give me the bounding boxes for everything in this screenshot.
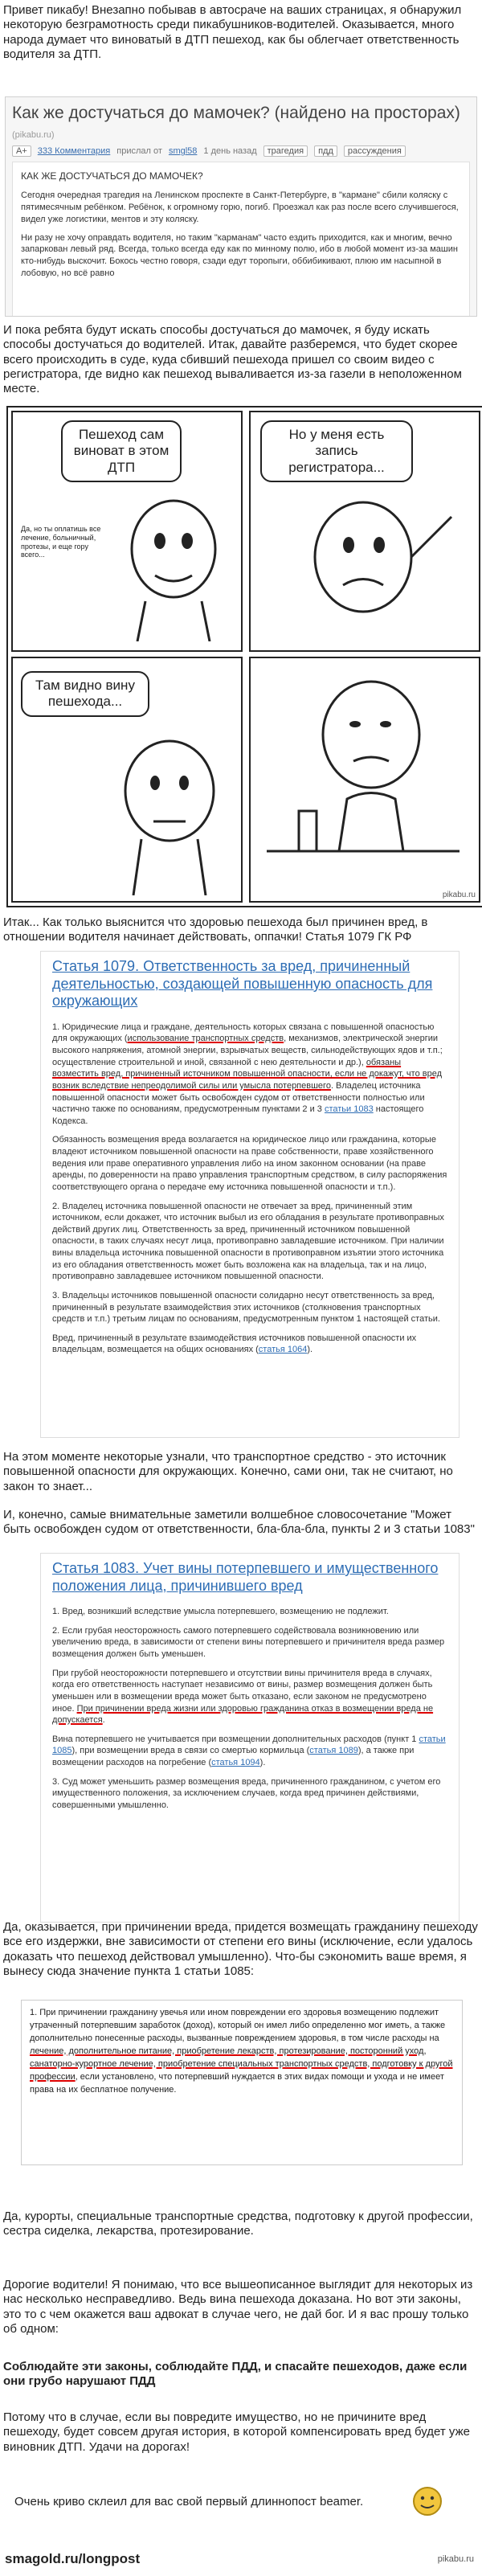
law-article-1079	[40, 951, 460, 1438]
para-9-text: Соблюдайте эти законы, соблюдайте ПДД, и спасайте пешеходов, даже если они грубо нарушают ПДД	[3, 2360, 468, 2389]
link-article-1083[interactable]: статьи 1083	[324, 1104, 374, 1115]
quote-text-a: 1. При причинении гражданину увечья или ином повреждении его здоровья возмещению подлежит утраченный потерпевшим заработок (доход), который он имел либо определенно мог иметь, а также дополнительно понесенные расходы, вызванные повреждением здоровья, в том числе расходы на	[30, 2008, 446, 2043]
article-meta	[6, 144, 476, 162]
law-1083-point-1: 1. Вред, возникший вследствие умысла потерпевшего, возмещению не подлежит.	[52, 1607, 389, 1617]
para-11	[11, 2492, 403, 2525]
article-title-text[interactable]: Как же достучаться до мамочек? (найдено на просторах)	[12, 104, 460, 122]
law-1079-paragraph-2: Обязанность возмещения вреда возлагается на юридическое лицо или гражданина, которые владеют источником повышенной опасности на праве собственности, праве хозяйственного ведения или праве оперативного управления либо на ином законном основании (на праве аренды, по доверенности на право управления транспортным средством, в силу распоряжения соответствующего органа о передаче ему источника повышенной опасности и т.п.).	[52, 1135, 447, 1192]
law-article-1083	[40, 1553, 460, 1923]
footer-site: pikabu.ru	[437, 2554, 474, 2564]
link-article-1064[interactable]: статья 1064	[258, 1345, 308, 1355]
law-1079-title[interactable]: Статья 1079. Ответственность за вред, причиненный деятельностью, создающей повышенную опасность для окружающих	[52, 958, 433, 1010]
underline-no-refusal: При причинении вреда жизни или здоровью гражданина отказ в возмещении вреда не допускается	[52, 1703, 434, 1726]
para-2-text: И пока ребята будут искать способы достучаться до мамочек, я буду искать способы достучаться до водителей. Итак, давайте разберемся, что будет скорее всего происходить в суде, куда сбивший пешехода пришел со своим видео с регистратора, где видно как пешеход вываливается из-за газели в неположенном месте.	[3, 323, 462, 396]
law-1079-paragraph-5: Вред, причиненный в результате взаимодействия источников повышенной опасности их владельцам, возмещается на общих основаниях (статья 1064).	[52, 1333, 417, 1355]
comic-bubble-2: Но у меня есть запись регистратора...	[260, 420, 413, 482]
comic-face-1	[113, 497, 234, 641]
underline-expenses: лечение, дополнительное питание, приобретение лекарств, протезирование, посторонний уход, санаторно-курортное лечение, приобретение специальных транспортных средств, подготовку к другой профессии	[30, 2046, 453, 2082]
para-6	[0, 1917, 482, 2003]
comic-face-2	[299, 493, 460, 645]
embedded-article-screenshot	[5, 96, 477, 317]
para-4	[0, 1447, 482, 1505]
link-article-1085[interactable]: статьи 1085	[52, 1734, 446, 1756]
law-1083-paragraph-3: При грубой неосторожности потерпевшего и отсутствии вины причинителя вреда в случаях, когда его ответственность наступает независимо от вины, размер возмещения должен быть уменьшен или в возмещении вреда может быть отказано, если законом не предусмотрено иное. При причинении вреда жизни или здоровью гражданина отказ в возмещении вреда не допускается.	[52, 1668, 434, 1726]
comic-bubble-3: Там видно вину пешехода...	[21, 671, 149, 717]
article-heading: КАК ЖЕ ДОСТУЧАТЬСЯ ДО МАМОЧЕК?	[21, 170, 203, 182]
para-7-text: Да, курорты, специальные транспортные средства, подготовку к другой профессии, сестра сиделка, лекарства, протезирование.	[3, 2209, 473, 2238]
underline-obligation: обязаны возместить вред, причиненный источником повышенной опасности, если не докажут, что вред возник вследствие непреодолимой силы или умысла потерпевшего	[52, 1057, 443, 1091]
tag-3[interactable]: рассуждения	[344, 145, 406, 157]
comments-link[interactable]: 333 Комментария	[37, 146, 111, 156]
para-10-text: Потому что в случае, если вы повредите имущество, но не причините вред пешеходу, будет совсем другая история, в которой компенсировать вред будет уже виновник ДТП. Удачи на дорогах!	[3, 2410, 470, 2454]
law-1083-paragraph-4: Вина потерпевшего не учитывается при возмещении дополнительных расходов (пункт 1 статьи 1085), при возмещении вреда в связи со смертью кормильца (статья 1089), а также при возмещении расходов на погребение (статья 1094).	[52, 1734, 446, 1768]
para-3-text: Итак... Как только выяснится что здоровью пешехода был причинен вред, в отношении водителя начинает действовать, оппачки! Статья 1079 ГК РФ	[3, 915, 428, 944]
comic-panel-3	[11, 657, 243, 903]
post-time: 1 день назад	[203, 146, 257, 156]
comic-panel-4	[249, 657, 480, 903]
law-1079-point-3: 3. Владельцы источников повышенной опасности солидарно несут ответственность за вред, причиненный в результате взаимодействия этих источников (столкновения транспортных средств и т.п.) третьим лицам по основаниям, предусмотренным пунктом 1 настоящей статьи.	[52, 1290, 440, 1325]
intro-paragraph: Привет пикабу! Внезапно побывав в автосраче на ваших страницах, я обнаружил некоторую безграмотность среди пикабушников-водителей. Оказывается, много народа думает что виноватый в ДТП пешеход, как бы облегчает ответственность водителя за ДТП.	[3, 3, 462, 61]
law-1085-quote	[21, 2000, 463, 2165]
para-8	[0, 2275, 482, 2358]
link-article-1089[interactable]: статья 1089	[309, 1746, 358, 1756]
comic-watermark: pikabu.ru	[442, 891, 476, 899]
comic-panel-1	[11, 411, 243, 652]
footer-url[interactable]: smagold.ru/longpost	[5, 2551, 141, 2566]
article-paragraph-1: Сегодня очередная трагедия на Ленинском проспекте в Санкт-Петербурге, в "кармане" сбили коляску с пятимесячным ребёнком. Ребёнок, к огромному горю, погиб. Проезжал как раз после всего случившегося, видел уже логистики, ментов и эту коляску.	[21, 190, 459, 224]
comic-bubble-1: Пешеход сам виноват в этом ДТП	[61, 420, 182, 482]
para-10	[0, 2407, 482, 2478]
article-body	[12, 162, 470, 317]
para-6-text: Да, оказывается, при причинении вреда, придется возмещать гражданину пешеходу все его издержки, вне зависимости от степени его вины (исключение, если удалось доказать что пешеход действовал умышленно). Что-бы сэкономить ваше время, я вынесу сюда значение пункта 1 статьи 1085:	[3, 1920, 478, 1978]
posted-by-prefix: прислал от	[116, 146, 162, 156]
quote-text-b: , если установлено, что потерпевший нуждается в этих видах помощи и ухода и не имеет права на их бесплатное получение.	[30, 2071, 444, 2095]
smiley-icon	[411, 2485, 443, 2517]
comic-small-text: Да, но ты оплатишь все лечение, больничный, протезы, и еще гору всего...	[21, 525, 101, 559]
law-1083-point-2: 2. Если грубая неосторожность самого потерпевшего содействовала возникновению или увеличению вреда, в зависимости от степени вины потерпевшего и причинителя вреда размер возмещения должен быть уменьшен.	[52, 1625, 445, 1660]
law-1083-point-3: 3. Суд может уменьшить размер возмещения вреда, причиненного гражданином, с учетом его имущественного положения, за исключением случаев, когда вред причинен действиями, совершенными умышленно.	[52, 1776, 441, 1810]
para-8-text: Дорогие водители! Я понимаю, что все вышеописанное выглядит для некоторых из нас несколько несправедливо. Ведь вина пешехода доказана. Но вот эти законы, это то с чем окажется ваш адвокат в случае чего, не дай бог. И я вас прошу только об одном:	[3, 2278, 473, 2336]
tag-2[interactable]: пдд	[314, 145, 337, 157]
comic-face-3	[105, 735, 234, 895]
para-11-text: Очень криво склеил для вас свой первый длиннопост beamer.	[14, 2495, 364, 2508]
underline-transport: использование транспортных средств	[127, 1034, 284, 1044]
comic-face-4	[251, 658, 476, 899]
author-link[interactable]: smgl58	[168, 146, 198, 156]
footer	[0, 2546, 482, 2576]
tag-1[interactable]: трагедия	[263, 145, 308, 157]
para-7	[0, 2206, 482, 2256]
article-domain: (pikabu.ru)	[12, 130, 55, 140]
para-9	[0, 2357, 482, 2408]
law-1079-point-1: 1. Юридические лица и граждане, деятельность которых связана с повышенной опасностью для окружающих (использование транспортных средств, механизмов, электрической энергии высокого напряжения, атомной энергии, взрывчатых веществ, сильнодействующих ядов и т.п.; осуществление строительной и иной, связанной с нею деятельности и др.), обязаны возместить вред, причиненный источником повышенной опасности, если не докажут, что вред возник вследствие непреодолимой силы или умысла потерпевшего. Владелец источника повышенной опасности может быть освобожден судом от ответственности полностью или частично также по основаниям, предусмотренным пунктами 2 и 3 статьи 1083 настоящего Кодекса.	[52, 1022, 443, 1126]
link-article-1094[interactable]: статья 1094	[211, 1758, 260, 1768]
para-4-text: На этом моменте некоторые узнали, что транспортное средство - это источник повышенной опасности для окружающих. Конечно, сами они, так не считают, но закон то знает...	[3, 1450, 453, 1493]
comic-strip	[6, 406, 482, 907]
para-2	[0, 320, 482, 410]
para-5-text: И, конечно, самые внимательные заметили волшебное словосочетание "Может быть освобожден судом от ответственности, бла-бла-бла, пункты 2 и 3 статьи 1083"	[3, 1508, 475, 1537]
law-1079-point-2: 2. Владелец источника повышенной опасности не отвечает за вред, причиненный этим источником, если докажет, что источник выбыл из его обладания в результате противоправных действий других лиц. Ответственность за вред, причиненный источником повышенной опасности, в таких случаях несут лица, противоправно завладевшие источником. При наличии вины владельца источника повышенной опасности в противоправном изъятии этого источника из его обладания ответственность может быть возложена как на владельца, так и на лицо, противоправно завладевшее источником повышенной опасности.	[52, 1201, 444, 1282]
law-1083-title[interactable]: Статья 1083. Учет вины потерпевшего и имущественного положения лица, причинившего вред	[52, 1560, 439, 1594]
vote-button[interactable]: A+	[12, 145, 31, 157]
intro-text	[0, 0, 482, 66]
article-paragraph-2: Ни разу не хочу оправдать водителя, но таким "карманам" часто ездить приходится, как и многим, вечно запаркован левый ряд. Всегда, только всегда еду как по минному полю, ибо в любой момент из-за машин кто-нибудь выскочит. Бокось честно говоря, сзади едут торопыги, оббибикивают, плюю им насыпной в лобовую, но всё равно	[21, 232, 458, 279]
article-title[interactable]	[6, 97, 476, 144]
comic-panel-2	[249, 411, 480, 652]
